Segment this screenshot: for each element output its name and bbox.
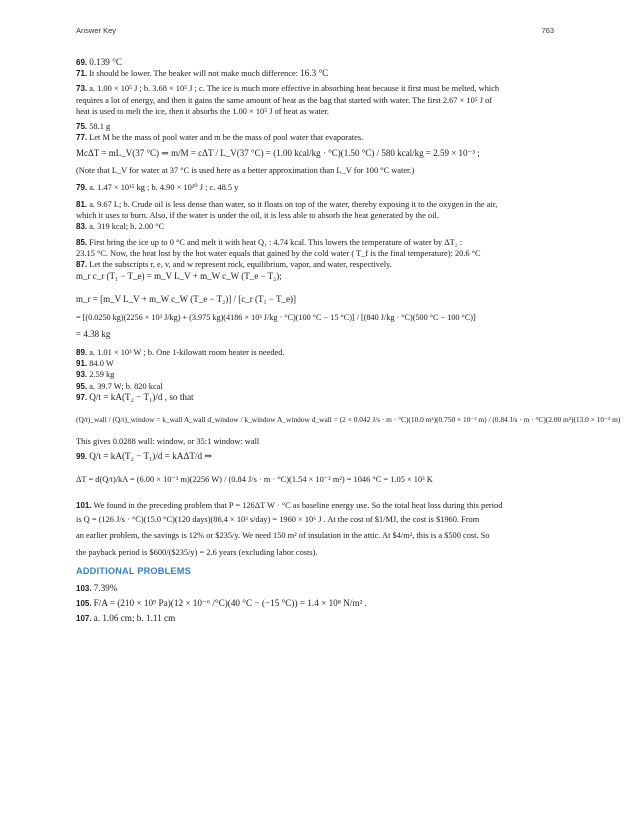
- answer-75: 75. 58.1 g: [76, 122, 111, 132]
- equation-87-solve: m_r = [m_V L_V + m_W c_W (T_e − T₂)] / [c_r (T₁ − T_e)]: [76, 294, 297, 305]
- equation-87-substitute: = [(0.0250 kg)(2256 × 10³ J/kg) + (3.975 kg)(4186 × 10³ J/kg · °C)(100 °C − 15 °C)] / [(840 J/kg · °C)(500 °C − 100 °C)]: [76, 312, 476, 322]
- answer-91: 91. 84.0 W: [76, 359, 114, 369]
- answer-93: 93. 2.59 kg: [76, 370, 115, 380]
- answer-77: 77. Let M be the mass of pool water and m be the mass of pool water that evaporates. McΔT = mL_V(37 °C) ⇒ m/M = cΔT / L_V(37 °C) = (1.00 kcal/kg · °C)(1.50 °C) / 580 kcal/kg = 2.59 × 10⁻³ ; (Note that L_V for water at 37 °C is used here as a better approximation than L_V for 100 °C water.): [76, 132, 554, 176]
- answer-73: 73. a. 1.00 × 10⁵ J ; b. 3.68 × 10⁵ J ; c. The ice is much more effective in absorbing heat because it first must be melted, which requires a lot of energy, and then it gains the same amount of heat as the bag that started with water. The first 2.67 × 10⁵ J of heat is used to melt the ice, then it absorbs the 1.00 × 10⁵ J of heat as water.: [76, 84, 500, 116]
- answer-101: 101. We found in the preceding problem that P = 126ΔT W · °C as baseline energy use. So the total heat loss during this period is Q = (126 J/s · °C)(15.0 °C)(120 days)(86.4 × 10³ s/day) = 1960 × 10⁶ J . At the cost of $1/MJ, the cost is $1960. From an earlier problem, the savings is 12% or $235/y. We need 150 m² of insulation in the attic. At $4/m², this is a $500 cost. So the payback period is $600/($235/y) = 2.6 years (excluding labor costs).: [76, 500, 503, 557]
- answer-95: 95. a. 39.7 W; b. 820 kcal: [76, 381, 163, 391]
- answer-87: 87. Let the subscripts r, e, v, and w represent rock, equilibrium, vapor, and water, respectively. m_r c_r (T₁ − T_e) = m_V L_V + m_W c_W (T_e − T₂); m_r = [m_V L_V + m_W c_W (T_e − T₂)] / [c_r (T₁ − T_e)] = [(0.0250 kg)(2256 × 10³ J/kg) + (3.975 kg)(4186 × 10³ J/kg · °C)(100 °C − 15 °C)] / [(840 J/kg · °C)(500 °C − 100 °C)] = 4.38 kg: [76, 259, 554, 340]
- page-number: 763: [541, 26, 554, 35]
- answer-107: 107. a. 1.06 cm; b. 1.11 cm: [76, 613, 176, 624]
- answer-85: 85. First bring the ice up to 0 °C and melt it with heat Q₁ : 4.74 kcal. This lowers the temperature of water by ΔT₂ : 23.15 °C. Now, the heat lost by the hot water equals that gained by the cold water ( T_f is the final temperature): 20.6 °C: [76, 237, 481, 258]
- answer-79: 79. a. 1.47 × 10¹⁵ kg ; b. 4.90 × 10²⁰ J ; c. 48.5 y: [76, 182, 239, 192]
- running-header-title: Answer Key: [76, 26, 117, 35]
- answer-list: [76, 57, 621, 625]
- equation-87-balance: m_r c_r (T₁ − T_e) = m_V L_V + m_W c_W (T_e − T₂);: [76, 271, 282, 282]
- answer-105: 105. F/A = (210 × 10⁹ Pa)(12 × 10⁻⁶ /°C)(40 °C − (−15 °C)) = 1.4 × 10⁸ N/m² .: [76, 598, 367, 609]
- answer-97: 97. Q/t = kA(T₂ − T₁)/d , so that (Q/t)_wall / (Q/t)_window = k_wall A_wall d_window / k_window A_window d_wall = (2 × 0.042 J/s · m · °C)(10.0 m²)(0.750 × 10⁻² m) / (0.84 J/s · m · °C)(2.00 m²)(13.0 × 10⁻² m) This gives 0.0288 wall: window, or 35:1 window: wall: [76, 391, 621, 447]
- answer-103: 103. 7.39%: [76, 582, 118, 593]
- equation-77: McΔT = mL_V(37 °C) ⇒ m/M = cΔT / L_V(37 °C) = (1.00 kcal/kg · °C)(1.50 °C) / 580 kcal/kg = 2.59 × 10⁻³ ;: [76, 148, 480, 159]
- answer-89: 89. a. 1.01 × 10³ W ; b. One 1-kilowatt room heater is needed.: [76, 348, 285, 358]
- answer-69: 69. 0.139 °C: [76, 57, 122, 67]
- answer-83: 83. a. 319 kcal; b. 2.00 °C: [76, 222, 165, 232]
- equation-97-ratio: (Q/t)_wall / (Q/t)_window = k_wall A_wall d_window / k_window A_window d_wall = (2 × 0.042 J/s · m · °C)(10.0 m²)(0.750 × 10⁻² m) / (0.84 J/s · m · °C)(2.00 m²)(13.0 × 10⁻² m): [76, 415, 621, 425]
- equation-87-result: = 4.38 kg: [76, 328, 111, 339]
- answer-99: 99. Q/t = kA(T₂ − T₁)/d = kAΔT/d ⇒ ΔT = d(Q/t)/kA = (6.00 × 10⁻³ m)(2256 W) / (0.84 J/s · m · °C)(1.54 × 10⁻² m²) = 1046 °C = 1.05 × 10³ K: [76, 451, 554, 484]
- equation-99: ΔT = d(Q/t)/kA = (6.00 × 10⁻³ m)(2256 W) / (0.84 J/s · m · °C)(1.54 × 10⁻² m²) = 1046 °C = 1.05 × 10³ K: [76, 474, 433, 484]
- section-heading-additional-problems: ADDITIONAL PROBLEMS: [76, 565, 191, 576]
- answer-81: 81. a. 9.67 L; b. Crude oil is less dense than water, so it floats on top of the water, thereby exposing it to the oxygen in the air, which it uses to burn. Also, if the water is under the oil, it is less able to absorb the heat generated by the oil.: [76, 200, 498, 221]
- answer-71: 71. It should be lower. The beaker will not make much difference: 16.3 °C: [76, 68, 329, 79]
